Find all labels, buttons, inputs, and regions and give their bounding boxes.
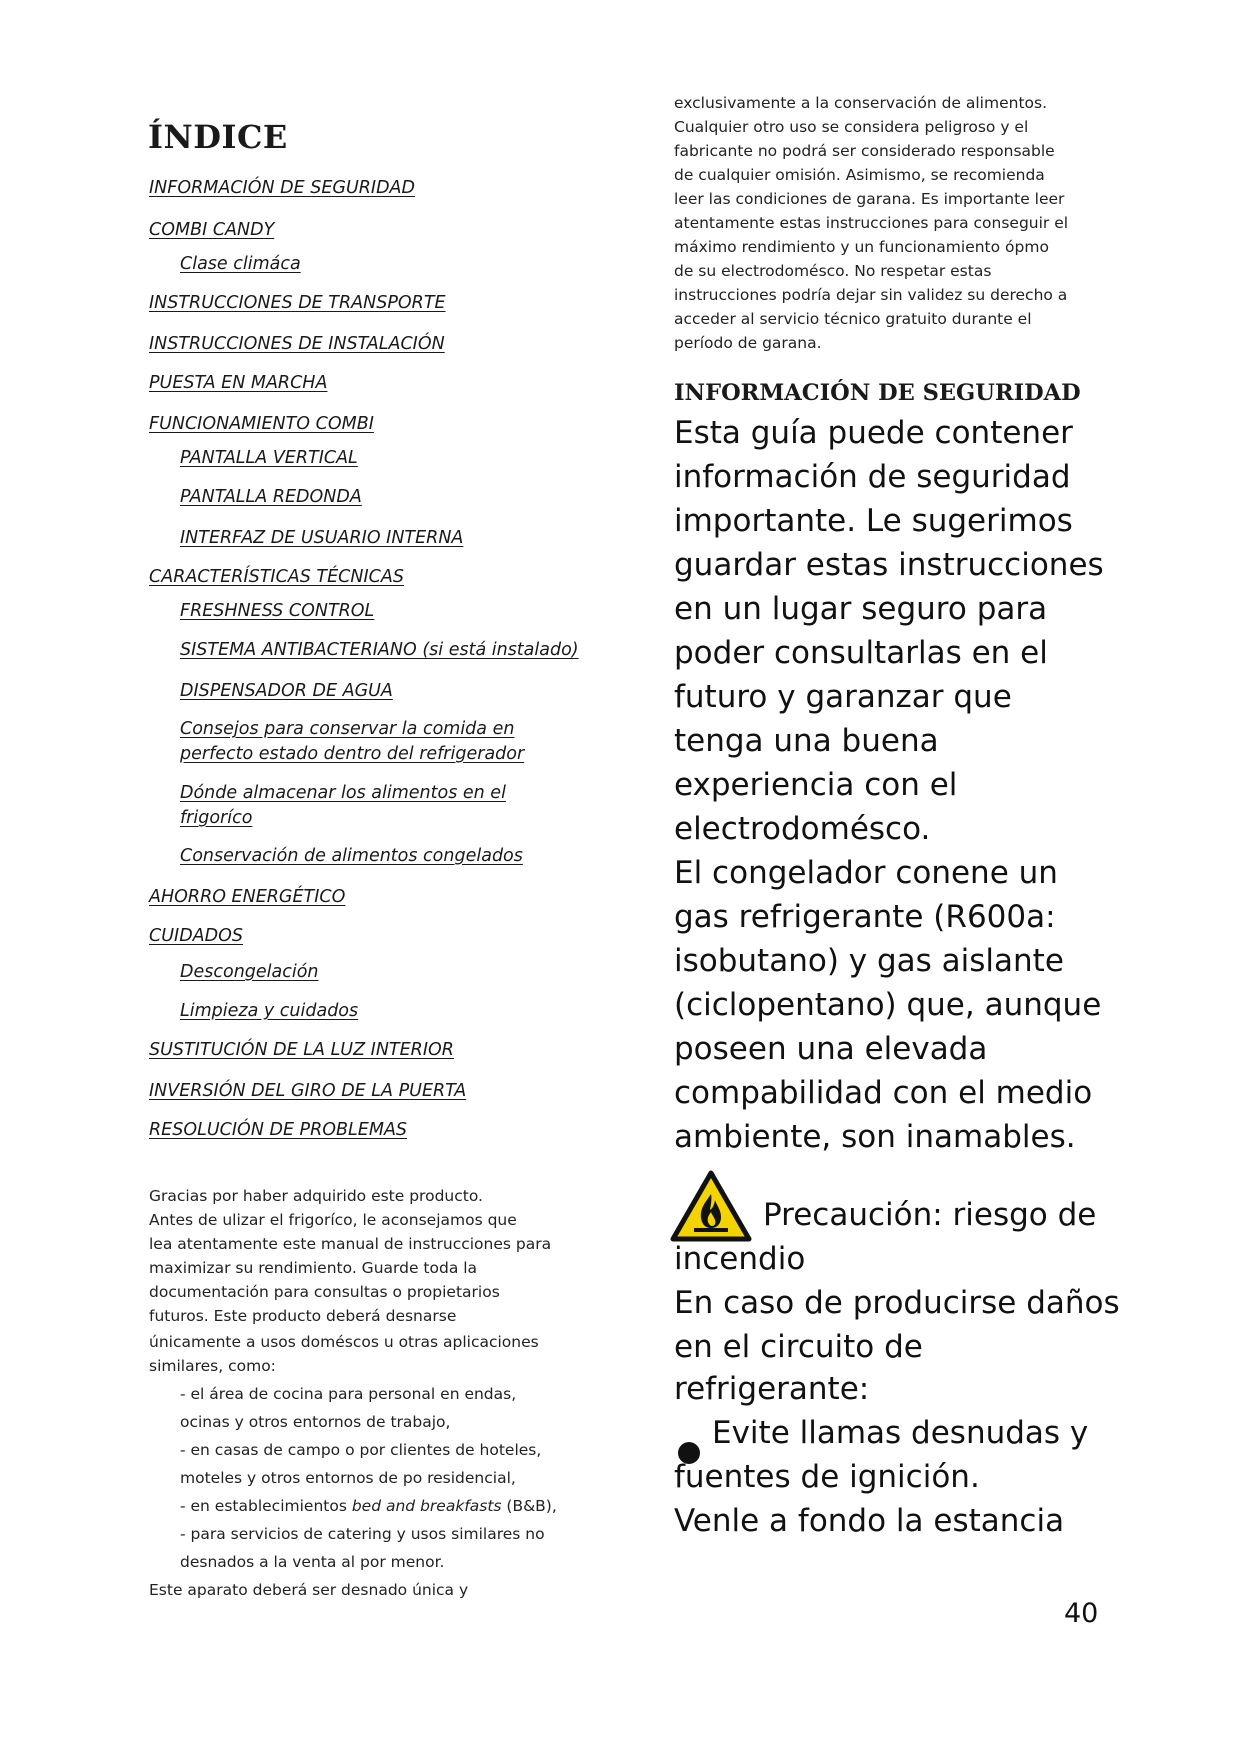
continuation-line: atentamente estas instrucciones para conseguir el [674,214,1069,232]
safety-line: electrodomésco. [674,811,931,847]
toc-item-cuidados[interactable]: CUIDADOS [149,926,243,946]
safety-line: tenga una buena [674,723,939,759]
intro-line: similares, como: [149,1357,276,1375]
safety-line: experiencia con el [674,767,958,803]
safety-line: refrigerante: [674,1371,870,1407]
toc-item-dispensador-agua[interactable]: DISPENSADOR DE AGUA [180,681,393,701]
toc-item-interfaz-usuario[interactable]: INTERFAZ DE USUARIO INTERNA [180,528,464,548]
toc-item-instrucciones-instalacion[interactable]: INSTRUCCIONES DE INSTALACIÓN [149,334,445,354]
continuation-line: exclusivamente a la conservación de alimentos. [674,94,1048,112]
toc-item-consejos-conservar[interactable]: Consejos para conservar la comida en perfecto estado dentro del refrigerador [180,719,525,764]
intro-list-line: - para servicios de catering y usos similares no [180,1525,545,1543]
toc-item-pantalla-redonda[interactable]: PANTALLA REDONDA [180,487,362,507]
continuation-line: Cualquier otro uso se considera peligroso y el [674,118,1029,136]
toc-item-clase-climatica[interactable]: Clase climáca [180,254,301,274]
safety-line: poseen una elevada [674,1031,988,1067]
intro-line: Antes de ulizar el frigoríco, le aconsejamos que [149,1211,517,1229]
safety-line: ambiente, son inamables. [674,1119,1076,1155]
intro-list-line: - en casas de campo o por clientes de hoteles, [180,1441,542,1459]
toc-item-ahorro-energetico[interactable]: AHORRO ENERGÉTICO [149,887,346,907]
safety-line: futuro y garanzar que [674,679,1012,715]
toc-item-instrucciones-transporte[interactable]: INSTRUCCIONES DE TRANSPORTE [149,293,446,313]
continuation-line: leer las condiciones de garana. Es importante leer [674,190,1065,208]
safety-line: en el circuito de [674,1329,923,1365]
page-number: 40 [1064,1598,1099,1629]
toc-item-limpieza-cuidados[interactable]: Limpieza y cuidados [180,1001,359,1021]
safety-line: información de seguridad [674,459,1071,495]
continuation-line: instrucciones podría dejar sin validez su derecho a [674,286,1068,304]
toc-item-puesta-en-marcha[interactable]: PUESTA EN MARCHA [149,373,328,393]
toc-item-pantalla-vertical[interactable]: PANTALLA VERTICAL [180,448,358,468]
safety-line: poder consultarlas en el [674,635,1048,671]
safety-line: El congelador conene un [674,855,1058,891]
intro-list-line: - en establecimientos bed and breakfasts (B&B), [180,1497,557,1515]
intro-list-line: moteles y otros entornos de po residencial, [180,1469,516,1487]
continuation-line: acceder al servicio técnico gratuito durante el [674,310,1032,328]
continuation-line: período de garana. [674,334,822,352]
continuation-line: fabricante no podrá ser considerado responsable [674,142,1055,160]
continuation-line: de su electrodomésco. No respetar estas [674,262,992,280]
toc-item-sustitucion-luz[interactable]: SUSTITUCIÓN DE LA LUZ INTERIOR [149,1040,454,1060]
safety-line: compabilidad con el medio [674,1075,1093,1111]
toc-item-caracteristicas-tecnicas[interactable]: CARACTERÍSTICAS TÉCNICAS [149,567,404,587]
caution-text: Precaución: riesgo de [763,1197,1097,1233]
continuation-line: de cualquier omisión. Asimismo, se recomienda [674,166,1045,184]
intro-list-line: desnados a la venta al por menor. [180,1553,445,1571]
bullet-text: Evite llamas desnudas y [712,1415,1089,1451]
intro-list-line: ocinas y otros entornos de trabajo, [180,1413,451,1431]
toc-item-combi-candy[interactable]: COMBI CANDY [149,220,275,240]
toc-item-funcionamiento-combi[interactable]: FUNCIONAMIENTO COMBI [149,414,374,434]
safety-line: Esta guía puede contener [674,415,1073,451]
toc-item-descongelacion[interactable]: Descongelación [180,962,319,982]
intro-line: maximizar su rendimiento. Guarde toda la [149,1259,478,1277]
safety-line: isobutano) y gas aislante [674,943,1064,979]
continuation-line: máximo rendimiento y un funcionamiento ópmo [674,238,1049,256]
safety-line: fuentes de ignición. [674,1459,980,1495]
safety-line: importante. Le sugerimos [674,503,1073,539]
safety-line: gas refrigerante (R600a: [674,899,1056,935]
toc-item-donde-almacenar[interactable]: Dónde almacenar los alimentos en el frigoríco [180,783,506,828]
safety-line: guardar estas instrucciones [674,547,1104,583]
caution-text: incendio [674,1241,806,1277]
intro-line: únicamente a usos doméscos u otras aplicaciones [149,1333,539,1351]
intro-line: documentación para consultas o propietarios [149,1283,500,1301]
safety-line: en un lugar seguro para [674,591,1048,627]
safety-line: En caso de producirse daños [674,1285,1120,1321]
toc-item-sistema-antibacteriano[interactable]: SISTEMA ANTIBACTERIANO (si está instalado) [180,640,579,660]
intro-line: Este aparato deberá ser desnado única y [149,1581,469,1599]
safety-heading: INFORMACIÓN DE SEGURIDAD [674,380,1081,406]
toc-item-conservacion-congelados[interactable]: Conservación de alimentos congelados [180,846,523,866]
toc-item-resolucion-problemas[interactable]: RESOLUCIÓN DE PROBLEMAS [149,1120,408,1140]
flammable-warning-icon [670,1170,752,1242]
intro-line: lea atentamente este manual de instrucciones para [149,1235,552,1253]
intro-line: futuros. Este producto deberá desnarse [149,1307,457,1325]
toc-item-informacion-seguridad[interactable]: INFORMACIÓN DE SEGURIDAD [149,178,416,198]
intro-list-line: - el área de cocina para personal en endas, [180,1385,517,1403]
safety-line: (ciclopentano) que, aunque [674,987,1102,1023]
toc-item-freshness-control[interactable]: FRESHNESS CONTROL [180,601,375,621]
toc-item-inversion-puerta[interactable]: INVERSIÓN DEL GIRO DE LA PUERTA [149,1081,467,1101]
intro-line: Gracias por haber adquirido este producto. [149,1187,483,1205]
safety-line: Venle a fondo la estancia [674,1503,1065,1539]
index-title: ÍNDICE [148,118,288,156]
